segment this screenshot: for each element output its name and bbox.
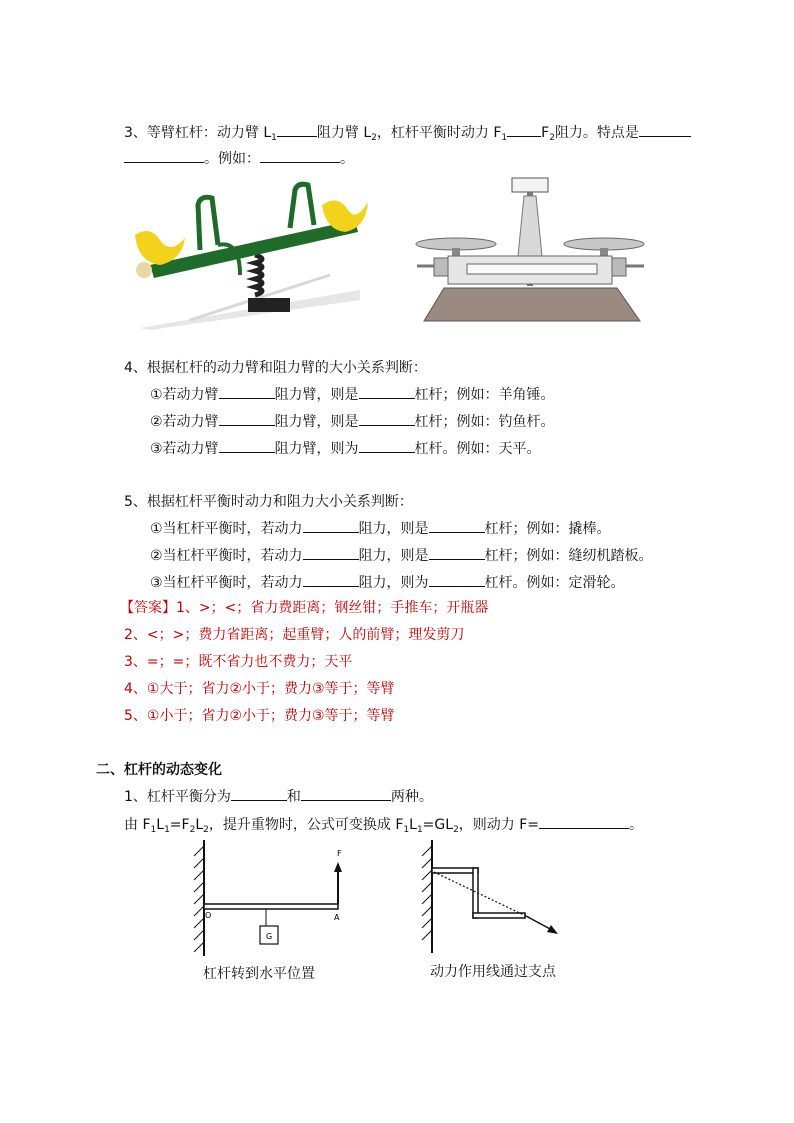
sub: 1	[150, 825, 157, 835]
blank[interactable]	[359, 384, 415, 399]
text: 阻力，则为	[358, 575, 429, 591]
text: L	[195, 817, 204, 833]
text: 阻力臂，则是	[274, 387, 359, 403]
text: ①若动力臂	[150, 387, 219, 403]
part2-heading: 二、杠杆的动态变化	[96, 762, 222, 778]
section4-item-1	[150, 384, 555, 405]
answer-line-5: 5、①小于；省力②小于；费力③等于；等臂	[124, 708, 395, 724]
text: 。	[340, 151, 354, 167]
blank[interactable]	[219, 384, 275, 399]
answer-tag: 【答案】	[120, 600, 176, 616]
text: =GL	[422, 817, 454, 833]
figure-left-caption: 杠杆转到水平位置	[203, 966, 315, 982]
answer-line-1	[120, 598, 488, 618]
text: 。	[629, 817, 644, 833]
blank[interactable]	[277, 122, 317, 137]
text: 1、>；<；省力费距离；钢丝钳；手推车；开瓶器	[176, 600, 489, 616]
text: ①当杠杆平衡时，若动力	[150, 521, 303, 537]
blank[interactable]	[124, 148, 204, 163]
part2-line2	[124, 814, 643, 840]
text: ，提升重物时，公式可变换成 F	[208, 817, 404, 833]
sub: 2	[549, 133, 555, 143]
section4-item-3	[150, 438, 541, 459]
figure-right-caption: 动力作用线通过支点	[430, 964, 556, 980]
blank[interactable]	[303, 545, 359, 560]
text: 杠杆；例如：钓鱼杆。	[414, 414, 555, 430]
text: 和	[286, 789, 301, 805]
text: 由 F	[124, 817, 151, 833]
sub: 1	[501, 133, 508, 143]
blank[interactable]	[219, 411, 275, 426]
text: 阻力。特点是	[554, 125, 639, 141]
label-g: G	[266, 932, 273, 941]
text: ③当杠杆平衡时，若动力	[150, 575, 303, 591]
section5-title: 5、根据杠杆平衡时动力和阻力大小关系判断：	[124, 494, 413, 510]
answer-line-2: 2、<；>；费力省距离；起重臂；人的前臂；理发剪刀	[124, 627, 465, 643]
sub: 2	[371, 133, 377, 143]
text: 杠杆。例如：天平。	[414, 441, 541, 457]
blank[interactable]	[260, 148, 340, 163]
lever-force-through-pivot-figure	[418, 838, 568, 958]
blank[interactable]	[359, 411, 415, 426]
label-f: F	[337, 849, 342, 858]
text: 杠杆；例如：羊角锤。	[414, 387, 555, 403]
section4-item-2	[150, 411, 555, 432]
text: ③若动力臂	[150, 441, 219, 457]
answer-line-3: 3、=；=；既不省力也不费力；天平	[124, 654, 353, 670]
blank[interactable]	[303, 572, 359, 587]
sub: 1	[164, 825, 170, 835]
section3-line1	[124, 122, 691, 148]
blank[interactable]	[429, 572, 485, 587]
blank[interactable]	[429, 518, 485, 533]
section5-item-2	[150, 545, 653, 566]
blank[interactable]	[507, 122, 541, 137]
text: 阻力臂 L	[316, 125, 372, 141]
blank[interactable]	[429, 545, 485, 560]
text: 阻力，则是	[358, 548, 429, 564]
section4-title: 4、根据杠杆的动力臂和阻力臂的大小关系判断：	[124, 360, 427, 376]
label-a: A	[334, 913, 340, 922]
blank[interactable]	[231, 786, 287, 801]
lever-horizontal-figure	[190, 838, 350, 958]
text: F	[541, 125, 550, 141]
sub: 2	[189, 825, 196, 835]
sub: 2	[203, 825, 209, 835]
text: ，则动力 F=	[458, 817, 540, 833]
text: =F	[169, 817, 190, 833]
blank[interactable]	[639, 122, 691, 137]
text: 阻力臂，则为	[274, 441, 359, 457]
seesaw-image	[130, 180, 370, 330]
text: ②若动力臂	[150, 414, 219, 430]
blank[interactable]	[301, 786, 391, 801]
blank[interactable]	[219, 438, 275, 453]
blank[interactable]	[303, 518, 359, 533]
text: L	[409, 817, 417, 833]
sub: 2	[453, 825, 459, 835]
part2-line1	[124, 786, 433, 807]
section3-line2	[124, 148, 354, 169]
label-o: O	[205, 911, 212, 920]
blank[interactable]	[359, 438, 415, 453]
sub: 1	[403, 825, 410, 835]
section5-item-3	[150, 572, 625, 593]
sub: 1	[271, 133, 277, 143]
text: ，杠杆平衡时动力 F	[376, 125, 502, 141]
text: 杠杆；例如：缝纫机踏板。	[484, 548, 653, 564]
text: 3、等臂杠杆：动力臂 L	[124, 125, 272, 141]
text: 阻力，则是	[358, 521, 429, 537]
text: 两种。	[390, 789, 433, 805]
text: 阻力臂，则是	[274, 414, 359, 430]
blank[interactable]	[539, 814, 629, 829]
text: ②当杠杆平衡时，若动力	[150, 548, 303, 564]
text: 杠杆。例如：定滑轮。	[484, 575, 625, 591]
balance-image	[412, 176, 652, 324]
text: 杠杆；例如：撬棒。	[484, 521, 611, 537]
text: 1、杠杆平衡分为	[124, 789, 231, 805]
section5-item-1	[150, 518, 611, 539]
answer-line-4: 4、①大于；省力②小于；费力③等于；等臂	[124, 681, 395, 697]
sub: 1	[416, 825, 423, 835]
text: 。例如：	[204, 151, 260, 167]
text: L	[156, 817, 165, 833]
